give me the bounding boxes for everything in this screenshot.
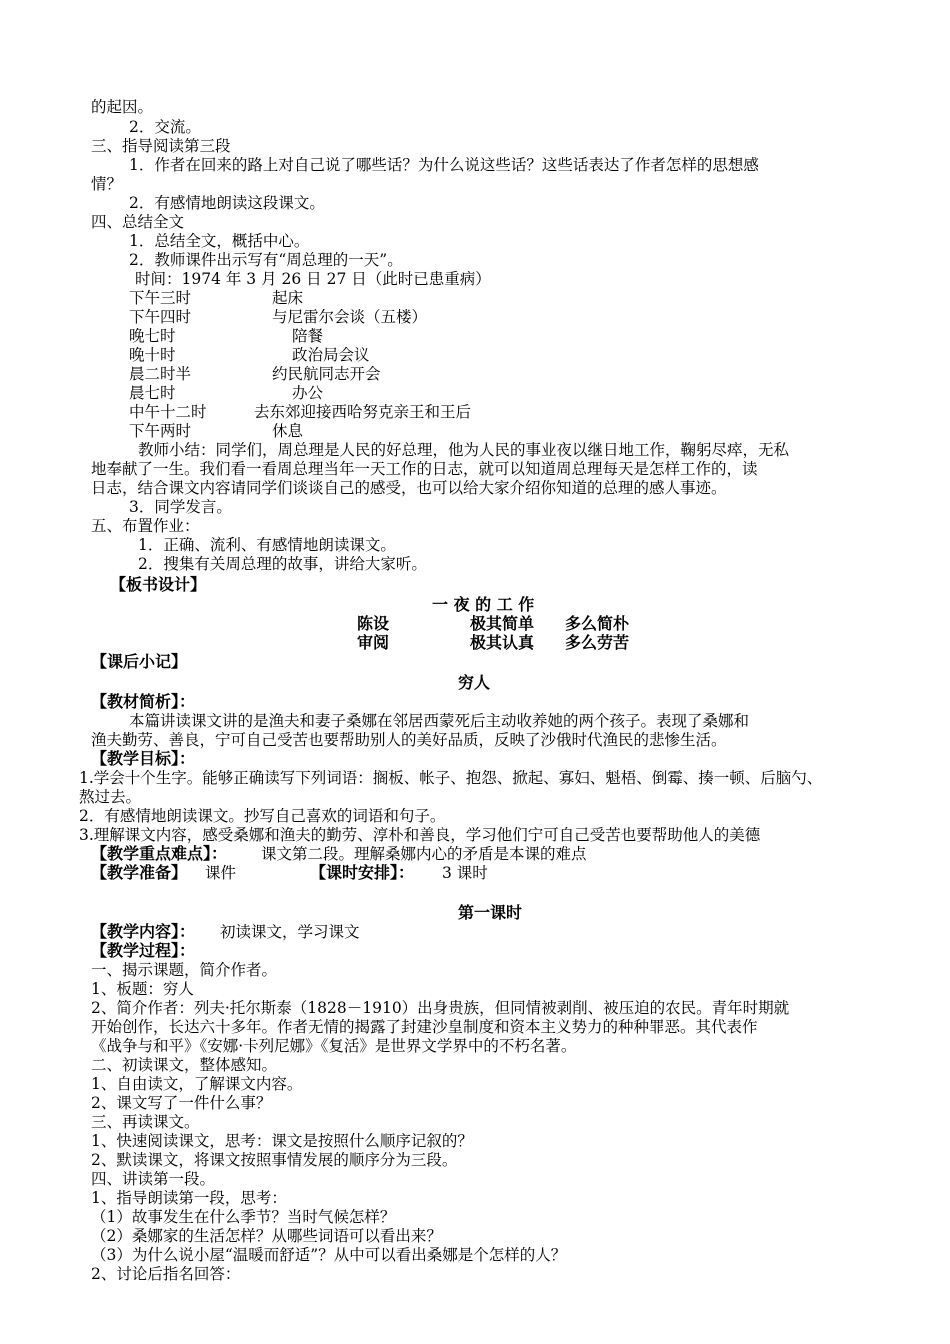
text-segment: 《战争与和平》《安娜·卡列尼娜》《复活》是世界文学界中的不朽名著。 [91,1037,577,1055]
section-heading [0,516,950,536]
text-segment: 下午四时 [129,308,192,326]
section-heading [0,1112,950,1132]
paragraph-line [0,478,950,498]
text-segment: 1．正确、流利、有感情地朗读课文。 [138,536,396,554]
paragraph-line [0,730,950,750]
text-segment: 教师小结：同学们，周总理是人民的好总理，他为人民的事业夜以继日地工作，鞠躬尽瘁，无私 [138,441,790,459]
text-segment: 三、指导阅读第三段 [91,137,231,155]
text-segment: 【课时安排】： [310,863,415,882]
paragraph-line [0,554,950,574]
paragraph-line [0,711,950,731]
text-segment: 2．教师课件出示写有“周总理的一天”。 [129,251,403,269]
text-segment: 渔夫勤劳、善良，宁可自己受苦也要帮助别人的美好品质，反映了沙俄时代渔民的悲惨生活。 [91,731,727,749]
text-segment: 情？ [91,175,123,193]
text-segment: 多么劳苦 [565,633,630,652]
paragraph-line [0,174,950,194]
text-segment: 多么简朴 [565,614,630,633]
text-segment: 2．有感情地朗读课文。抄写自己喜欢的词语和句子。 [79,807,446,825]
text-segment: 【教学重点难点】： [91,844,228,863]
text-segment: 下午三时 [129,289,192,307]
schedule-row [0,345,950,365]
text-segment: 2、讨论后指名回答： [91,1265,241,1283]
paragraph-line [0,231,950,251]
key-points-line [0,844,950,864]
paragraph-line [0,155,950,175]
text-segment: 下午两时 [129,422,192,440]
board-design-label [0,575,950,595]
text-segment: 陈设 [357,614,390,633]
section-heading [0,960,950,980]
schedule-row [0,402,950,422]
paragraph-line [0,768,950,788]
paragraph-line [0,825,950,845]
text-segment: 晚七时 [129,327,176,345]
text-segment: 办公 [292,384,324,402]
text-segment: 2．交流。 [129,118,201,136]
text-segment: 极其简单 [470,614,535,633]
text-segment: 约民航同志开会 [272,365,381,383]
paragraph-line [0,193,950,213]
paragraph-line [0,1093,950,1113]
text-segment: 2、课文写了一件什么事？ [91,1094,272,1112]
paragraph-line [0,1264,950,1284]
text-segment: 3.理解课文内容，感受桑娜和渔夫的勤劳、淳朴和善良，学习他们宁可自己受苦也要帮助他人的美德 [79,826,761,844]
text-segment: 四、总结全文 [91,213,185,231]
text-segment: 【课后小记】 [91,652,188,671]
text-segment: 1．作者在回来的路上对自己说了哪些话？为什么说这些话？这些话表达了作者怎样的思想感 [129,156,759,174]
text-segment: 【教学准备】 [91,863,188,882]
paragraph-line [0,1036,950,1056]
text-segment: 地奉献了一生。我们看一看周总理当年一天工作的日志，就可以知道周总理每天是怎样工作的，读 [91,460,758,478]
board-title [0,595,950,615]
text-segment: 政治局会议 [292,346,370,364]
schedule-row [0,288,950,308]
goals-label [0,749,950,769]
schedule-row [0,364,950,384]
after-class-notes-label [0,652,950,672]
text-segment: 陪餐 [292,327,324,345]
paragraph-line [0,1150,950,1170]
text-segment: 2、默读课文，将课文按照事情发展的顺序分为三段。 [91,1151,458,1169]
paragraph-line [0,97,950,117]
process-label [0,941,950,961]
text-segment: 3 课时 [442,864,488,882]
schedule-row [0,307,950,327]
paragraph-line [0,1207,950,1227]
text-segment: 四、讲读第一段。 [91,1170,216,1188]
paragraph-line [0,806,950,826]
paragraph-line [0,269,950,289]
text-segment: 第一课时 [458,903,523,922]
paragraph-line [0,1245,950,1265]
text-segment: （3）为什么说小屋“温暖而舒适”？从中可以看出桑娜是个怎样的人？ [91,1246,567,1264]
text-segment: （2）桑娜家的生活怎样？从哪些词语可以看出来？ [91,1227,442,1245]
text-segment: 【教学过程】： [91,941,196,960]
text-segment: 课件 [205,864,237,882]
section-heading [0,136,950,156]
text-segment: 初读课文，学习课文 [220,923,360,941]
schedule-row [0,326,950,346]
text-segment: 穷人 [458,673,491,692]
paragraph-line [0,1188,950,1208]
text-segment: 1.学会十个生字。能够正确读写下列词语：搁板、帐子、抱怨、掀起、寡妇、魁梧、倒霉、揍一顿、后脑勺、 [79,769,823,787]
text-segment: 本篇讲读课文讲的是渔夫和妻子桑娜在邻居西蒙死后主动收养她的两个孩子。表现了桑娜和 [129,712,750,730]
text-segment: 与尼雷尔会谈（五楼） [272,308,428,326]
text-segment: 极其认真 [470,633,535,652]
text-segment: 课文第二段。理解桑娜内心的矛盾是本课的难点 [261,845,587,863]
section-heading [0,212,950,232]
text-segment: 的起因。 [91,98,154,116]
text-segment: （1）故事发生在什么季节？当时气候怎样？ [91,1208,396,1226]
paragraph-line [0,979,950,999]
paragraph-line [0,1131,950,1151]
text-segment: 晨七时 [129,384,176,402]
text-segment: 起床 [272,289,304,307]
paragraph-line [0,1017,950,1037]
paragraph-line [0,535,950,555]
text-segment: 晨二时半 [129,365,192,383]
paragraph-line [0,497,950,517]
text-segment: 去东郊迎接西哈努克亲王和王后 [254,403,472,421]
text-segment: 晚十时 [129,346,176,364]
text-segment: 【教学目标】： [91,749,196,768]
text-segment: 2．搜集有关周总理的故事，讲给大家听。 [138,555,427,573]
text-segment: 一 夜 的 工 作 [432,595,535,614]
prep-line [0,863,950,883]
paragraph-line [0,787,950,807]
paragraph-line [0,1226,950,1246]
text-segment: 3．同学发言。 [129,498,232,516]
text-segment: 【板书设计】 [110,575,207,594]
text-segment: 开始创作，长达六十多年。作者无情的揭露了封建沙皇制度和资本主义势力的种种罪恶。其代表作 [91,1018,758,1036]
text-segment: 2．有感情地朗读这段课文。 [129,194,325,212]
period-title [0,903,950,923]
text-segment: 时间：1974 年 3 月 26 日 27 日（此时已患重病） [135,270,491,288]
paragraph-line [0,250,950,270]
paragraph-line [0,117,950,137]
paragraph-line [0,440,950,460]
section-heading [0,1169,950,1189]
text-segment: 【教学内容】： [91,922,196,941]
paragraph-line [0,998,950,1018]
text-segment: 熬过去。 [79,788,142,806]
text-segment: 2、简介作者：列夫·托尔斯泰（1828－1910）出身贵族，但同情被剥削、被压迫的农民。青年时期就 [91,999,790,1017]
text-segment: 1、快速阅读课文，思考：课文是按照什么顺序记叙的？ [91,1132,473,1150]
text-segment: 一、揭示课题，简介作者。 [91,961,278,979]
board-row [0,614,950,634]
content-line [0,922,950,942]
text-segment: 【教材简析】： [91,692,196,711]
text-segment: 中午十二时 [129,403,207,421]
lesson-title [0,673,950,693]
board-row [0,633,950,653]
text-segment: 1．总结全文，概括中心。 [129,232,310,250]
text-segment: 1、自由读文，了解课文内容。 [91,1075,303,1093]
analysis-label [0,692,950,712]
text-segment: 审阅 [357,633,390,652]
text-segment: 休息 [272,422,304,440]
text-segment: 三、再读课文。 [91,1113,200,1131]
text-segment: 五、布置作业： [91,517,200,535]
text-segment: 1、指导朗读第一段，思考： [91,1189,287,1207]
text-segment: 日志，结合课文内容请同学们谈谈自己的感受，也可以给大家介绍你知道的总理的感人事迹。 [91,479,727,497]
text-segment: 1、板题：穷人 [91,980,194,998]
section-heading [0,1055,950,1075]
text-segment: 二、初读课文，整体感知。 [91,1056,278,1074]
paragraph-line [0,459,950,479]
schedule-row [0,421,950,441]
paragraph-line [0,1074,950,1094]
schedule-row [0,383,950,403]
